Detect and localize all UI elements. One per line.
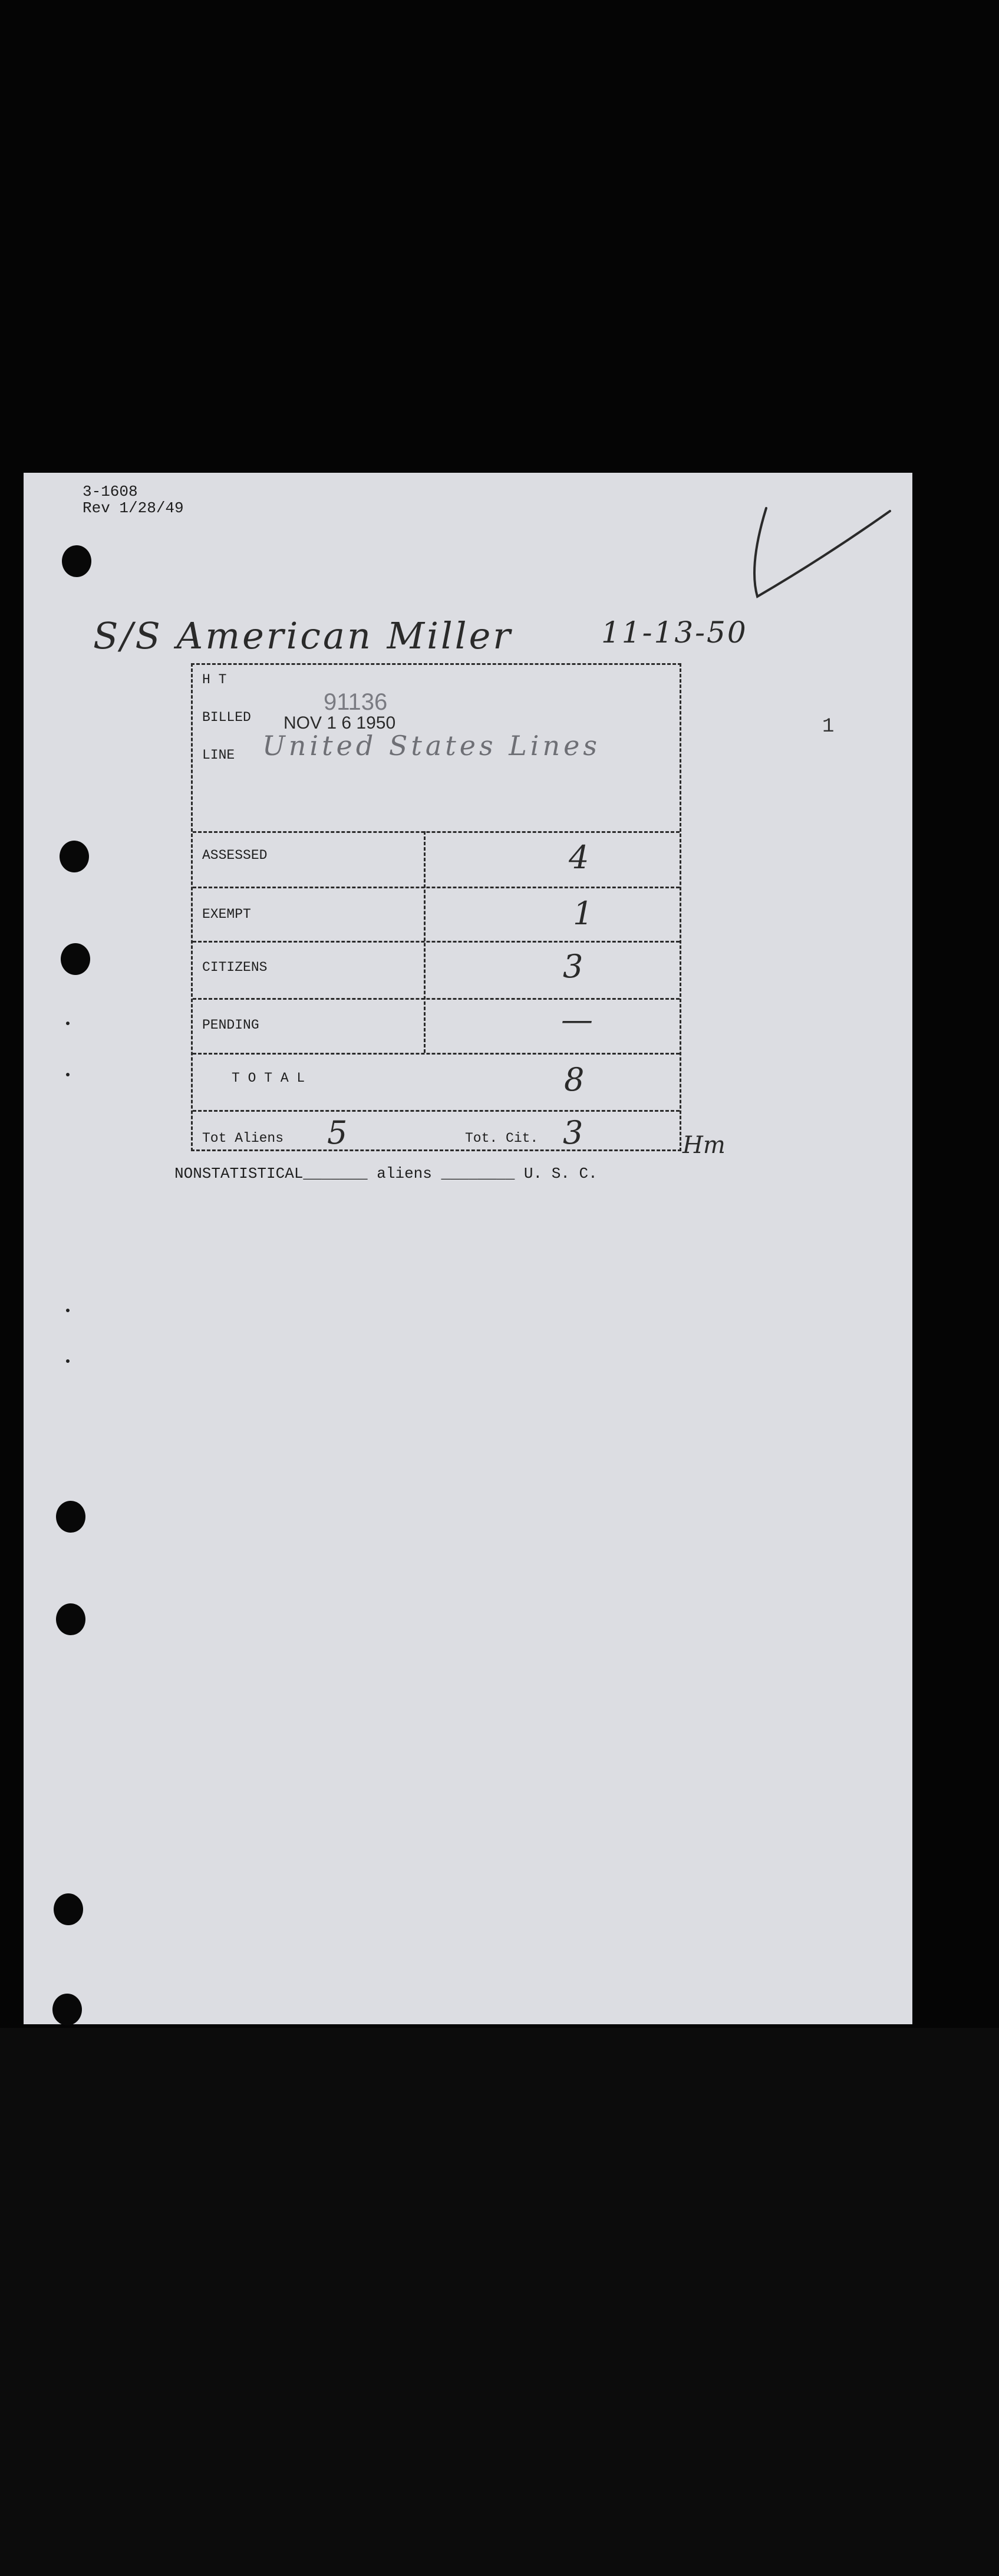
divider — [193, 998, 680, 1000]
punch-hole — [52, 1994, 82, 2025]
punch-hole — [54, 1893, 83, 1925]
tot-cit-label: Tot. Cit. — [465, 1131, 539, 1146]
punch-hole — [60, 841, 89, 872]
row-label-exempt: EXEMPT — [202, 907, 251, 922]
row-value-assessed: 4 — [569, 839, 589, 876]
tally-box — [191, 663, 681, 1151]
divider — [193, 887, 680, 888]
ht-label: H T — [202, 672, 227, 687]
film-border-bottom — [0, 2028, 999, 2576]
divider — [193, 831, 680, 833]
document-sheet — [24, 473, 912, 2024]
row-value-citizens: 3 — [563, 948, 583, 985]
stamp-number: 91136 — [324, 689, 388, 715]
speck — [66, 1309, 70, 1312]
divider — [193, 941, 680, 943]
billed-label: BILLED — [202, 710, 251, 725]
divider — [193, 1110, 680, 1112]
margin-note: 1 — [822, 716, 835, 738]
tot-aliens-label: Tot Aliens — [202, 1131, 284, 1146]
form-number: 3-1608 — [83, 483, 138, 500]
total-label: T O T A L — [232, 1070, 305, 1086]
speck — [66, 1073, 70, 1076]
clerk-initials: Hm — [683, 1132, 726, 1159]
line-company: United States Lines — [262, 730, 601, 762]
stamp-date: NOV 1 6 1950 — [283, 713, 396, 733]
vessel-name: S/S American Miller — [93, 614, 513, 657]
speck — [66, 1359, 70, 1363]
nonstatistical-line: NONSTATISTICAL_______ aliens ________ U. S. C. — [174, 1165, 598, 1182]
line-label: LINE — [202, 747, 235, 763]
total-value: 8 — [564, 1061, 585, 1098]
row-value-exempt: 1 — [573, 895, 594, 932]
speck — [66, 1022, 70, 1025]
row-value-pending: — — [561, 1001, 593, 1038]
check-mark-icon — [740, 505, 905, 611]
row-label-assessed: ASSESSED — [202, 848, 268, 863]
form-revision: Rev 1/28/49 — [83, 499, 184, 517]
row-label-citizens: CITIZENS — [202, 960, 268, 975]
divider — [193, 1053, 680, 1055]
punch-hole — [56, 1501, 85, 1533]
row-label-pending: PENDING — [202, 1017, 259, 1033]
tot-cit-value: 3 — [563, 1114, 583, 1151]
punch-hole — [61, 943, 90, 975]
arrival-date: 11-13-50 — [601, 615, 748, 650]
punch-hole — [62, 545, 91, 577]
tot-aliens-value: 5 — [327, 1114, 348, 1151]
form-number-block — [83, 483, 184, 516]
punch-hole — [56, 1603, 85, 1635]
